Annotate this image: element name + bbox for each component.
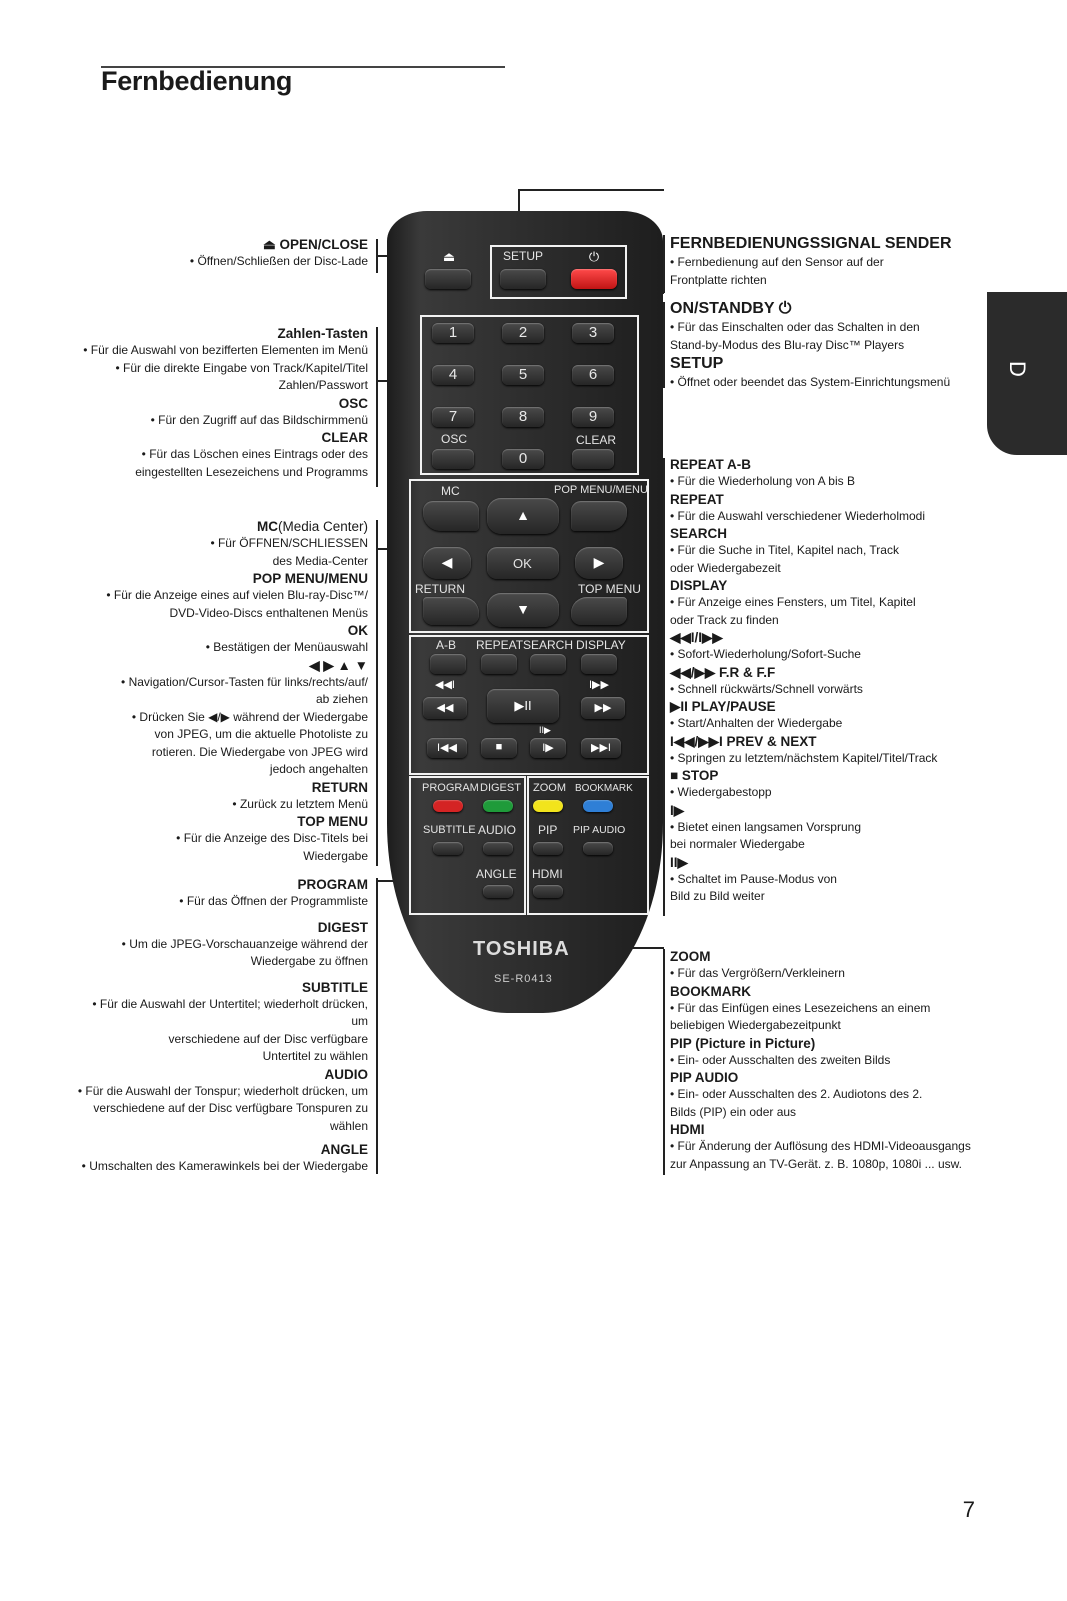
hdmi-label: HDMI [532,867,563,881]
yellow-zoom-button[interactable] [533,800,563,812]
desc-function-keys: PROGRAM • Für das Öffnen der Programmliste DIGEST • Um die JPEG-Vorschauanzeige während der Wiedergabe zu öffnen SUBTITLE • Für die Auswahl der Untertitel; wiederholt drücken, um verschiedene auf der Disc verfügbare Untertitel zu wählen AUDIO • Für die Auswahl der Tonspur; wiederholt drücken, um verschiedene auf der Disc verfügbare Tonspuren zu wählen ANGLE • Umschalten des Kamerawinkels bei der Wiedergabe [77,877,368,1173]
power-icon: ⏻ [588,249,600,264]
up-arrow-icon: ▲ [516,507,530,523]
blue-bookmark-button[interactable] [583,800,613,812]
language-tab [987,292,1067,455]
program-label: PROGRAM [422,782,479,794]
model-number: SE-R0413 [494,973,553,985]
step-icon: II▶ [539,725,551,735]
zoom-label: ZOOM [533,782,566,794]
ab-button[interactable] [430,654,466,674]
fast-forward-icon: ▶▶ [594,702,612,714]
setup-label: SETUP [503,249,544,263]
eject-icon: ⏏ [442,249,456,264]
rewind-icon: ◀◀ [436,702,454,714]
highlight-box-top [490,245,627,299]
subtitle-label: SUBTITLE [423,824,476,836]
mc-button[interactable] [423,501,479,531]
audio-label: AUDIO [478,823,517,837]
desc-pip: ZOOM • Für das Vergrößern/Verkleinern BOOKMARK • Für das Einfügen eines Lesezeichens an einem beliebigen Wiedergabezeitpunkt PIP (Picture in Picture) • Ein- oder Ausschalten des zweiten Bilds PIP AUDIO • Ein- oder Ausschalten des 2. Audiotons des 2. Bilds (PIP) ein oder aus HDMI • Für Änderung der Auflösung des HDMI-Videoausgangs zur Anpassung an TV-Gerät. z. B. 1080p, 1080i ... usw. [670,949,971,1171]
desc-signal: FERNBEDIENUNGSSIGNAL SENDER • Fernbedienung auf den Sensor auf der Frontplatte richten [670,235,952,287]
repeat-label: REPEAT [476,638,524,652]
subtitle-button[interactable] [433,842,463,855]
remote-control: ⏏ SETUP ⏻ 1 2 3 4 5 6 7 8 9 OSC CLEAR 0 MC POP MENU/MENU ▲ ◀ OK ▶ RETURN TOP MENU ▼ A-B REPEAT SEARCH DISPLAY ◀◀I I▶▶ ◀◀ ▶II ▶▶ II▶ I◀◀ ■ I▶ ▶▶I PROGRAM DIGEST ZOOM BOOKMARK SUBTITLE AUDIO PIP PIP AUDIO ANGLE HDMI TOSHIBA SE-R0413 [387,211,663,1013]
search-label: SEARCH [523,638,574,652]
brand-logo: TOSHIBA [473,938,570,960]
hdmi-button[interactable] [533,885,563,898]
bookmark-label: BOOKMARK [575,783,633,794]
desc-number-keys: Zahlen-Tasten • Für die Auswahl von bezifferten Elementen im Menü • Für die direkte Eingabe von Track/Kapitel/Titel Zahlen/Passwort OSC • Für den Zugriff auf das Bildschirmmenü CLEAR • Für das Löschen eines Eintrags oder des eingestellten Lesezeichens und Programms [83,326,368,479]
page-title: Fernbedienung [101,66,293,96]
left-arrow-icon: ◀ [441,554,453,570]
down-arrow-icon: ▼ [516,601,530,617]
top-menu-button[interactable] [571,597,627,625]
next-icon: ▶▶I [591,742,611,754]
angle-label: ANGLE [476,867,517,881]
green-digest-button[interactable] [483,800,513,812]
clear-label: CLEAR [576,433,617,447]
display-button[interactable] [581,654,617,674]
red-program-button[interactable] [433,800,463,812]
right-arrow-icon: ▶ [593,554,605,570]
angle-button[interactable] [483,885,513,898]
desc-navigation: MC(Media Center) • Für ÖFFNEN/SCHLIESSEN des Media-Center POP MENU/MENU • Für die Anzeige eines auf vielen Blu-ray-Disc™/ DVD-Video-Discs enthaltenen Menüs OK • Bestätigen der Menüauswahl ◀ ▶ ▲ ▼ • Navigation/Cursor-Tasten für links/rechts/auf/ ab ziehen • Drücken Sie ◀/▶ während der Wiedergabe von JPEG, um die aktuelle Photoliste zu rotieren. Die Wiedergabe von JPEG wird jedoch angehalten RETURN • Zurück zu letztem Menü TOP MENU • Für die Anzeige des Disc-Titels bei Wiedergabe [106,519,368,863]
osc-label: OSC [441,432,468,446]
pip-label: PIP [538,823,558,837]
digest-label: DIGEST [480,782,521,794]
instant-replay-icon: ◀◀I [435,679,455,691]
page-number: 7 [962,1497,975,1522]
slow-icon: I▶ [542,742,554,754]
osc-button[interactable] [432,449,474,469]
display-label: DISPLAY [576,638,626,652]
return-label: RETURN [415,582,465,596]
prev-icon: I◀◀ [437,742,457,754]
mc-label: MC [441,484,460,498]
audio-button[interactable] [483,842,513,855]
return-button[interactable] [423,597,479,625]
repeat-button[interactable] [481,654,517,674]
pip-button[interactable] [533,842,563,855]
pip-audio-button[interactable] [583,842,613,855]
desc-standby-setup: ON/STANDBY ⏻ • Für das Einschalten oder das Schalten in den Stand-by-Modus des Blu-ray Disc™ Players SETUP • Öffnet oder beendet das System-Einrichtungsmenü [670,300,951,389]
eject-icon: ⏏ [262,237,276,252]
stop-icon: ■ [495,741,503,753]
desc-open-close: ⏏ OPEN/CLOSE • Öffnen/Schließen der Disc-Lade [189,237,368,268]
open-close-button[interactable] [425,269,471,289]
language-tab-label: D [1004,361,1030,377]
instant-skip-icon: I▶▶ [589,679,609,691]
pop-menu-button[interactable] [571,501,627,531]
ok-label: OK [513,556,532,571]
desc-playback: REPEAT A-B • Für die Wiederholung von A bis B REPEAT • Für die Auswahl verschiedener Wiederholmodi SEARCH • Für die Suche in Titel, Kapitel nach, Track oder Wiedergabezeit DISPLAY • Für Anzeige eines Fensters, um Titel, Kapitel oder Track zu finden ◀◀I/I▶▶ • Sofort-Wiederholung/Sofort-Suche ◀◀/▶▶ F.R & F.F • Schnell rückwärts/Schnell vorwärts ▶II PLAY/PAUSE • Start/Anhalten der Wiedergabe I◀◀/▶▶I PREV & NEXT • Springen zu letztem/nächstem Kapitel/Titel/Track ■ STOP • Wiedergabestopp I▶ • Bietet einen langsamen Vorsprung bei normaler Wiedergabe II▶ • Schaltet im Pause-Modus von Bild zu Bild weiter [670,457,938,903]
clear-button[interactable] [572,449,614,469]
ab-label: A-B [436,638,457,652]
search-button[interactable] [530,654,566,674]
pop-menu-label: POP MENU/MENU [554,484,648,496]
power-icon: ⏻ [778,300,792,317]
play-pause-icon: ▶II [514,698,532,713]
top-menu-label: TOP MENU [578,582,641,596]
pip-audio-label: PIP AUDIO [573,824,626,836]
